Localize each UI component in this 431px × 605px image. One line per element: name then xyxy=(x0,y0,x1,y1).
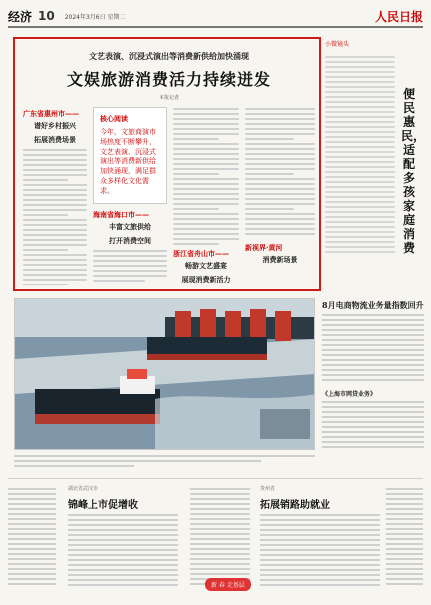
right-column-article xyxy=(325,37,426,291)
lower-left-title: 锦峰上市促增收 xyxy=(68,500,138,511)
col3-subtitle-2b: 展现消费新活力 xyxy=(181,275,231,284)
col1-text xyxy=(23,149,87,285)
lower-right-tag: 贵州省 xyxy=(260,486,276,492)
feature-col-1 xyxy=(23,105,87,285)
lower-right-article xyxy=(260,485,380,595)
lower-left-article xyxy=(68,485,178,595)
col4-note: 消费新场景 xyxy=(262,255,298,264)
col3-subtitle-2a: 畅游文艺盛宴 xyxy=(185,261,227,270)
new-year-grassroots-badge: 新 春 走基层 xyxy=(205,578,251,591)
lower-mid-text xyxy=(190,488,250,585)
col1-subtitle-1: 谱好乡村振兴 xyxy=(34,121,76,130)
col3-sub-2: 浙江省舟山市—— xyxy=(173,249,229,258)
right-side-title-1: 8月电商物流业务量指数回升 xyxy=(322,300,424,310)
col2-subtitle-1a: 丰富文旅供给 xyxy=(109,221,151,231)
col3-text xyxy=(173,108,239,245)
right-column-head: 小微镜头 xyxy=(325,41,350,48)
feature-col-4 xyxy=(245,105,315,285)
photo-caption xyxy=(14,452,315,466)
col1-sub: 广东省惠州市—— xyxy=(23,109,79,118)
col2-subtitle-1b: 打开消费空间 xyxy=(109,235,151,245)
right-side-text-2 xyxy=(322,401,424,448)
page-header xyxy=(8,6,423,28)
feature-article-box xyxy=(13,37,321,291)
lower-right-col xyxy=(386,485,423,595)
feature-title: 文娱旅游消费活力持续迸发 xyxy=(66,70,271,89)
col1-subtitle-2: 拓展消费场景 xyxy=(34,135,76,144)
harbor-photo xyxy=(14,298,315,450)
col2-text xyxy=(93,250,167,285)
right-column-text xyxy=(325,53,395,283)
core-reading-title: 核心阅读 xyxy=(100,114,128,123)
right-side-text-1 xyxy=(322,314,424,381)
feature-col-3 xyxy=(173,105,239,285)
lower-left-text xyxy=(68,514,178,586)
col2-sub-1: 海南省海口市—— xyxy=(93,209,149,219)
paper-logo: 人民日报 xyxy=(374,9,423,24)
core-reading-text: 今年，文旅商演市场热度不断攀升，文艺表演、沉浸式演出等消费新供给加快涌现，满足群众多样化文化需求。 xyxy=(100,128,156,195)
col4-text xyxy=(245,108,315,235)
feature-kicker: 文艺表演、沉浸式演出等消费新供给加快涌现 xyxy=(89,51,249,61)
col4-sub: 新视界·黄河 xyxy=(245,243,283,252)
lower-col-1 xyxy=(8,485,56,595)
right-column-title: 便民惠民，适配多孩家庭消费 xyxy=(401,87,426,255)
issue-date: 2024年3月6日 星期二 xyxy=(64,13,126,21)
lower-right-title: 拓展销路助就业 xyxy=(260,500,330,511)
lower-left-tag: 湖北省武汉市 xyxy=(68,486,99,492)
lower-col-1-text xyxy=(8,488,56,585)
feature-byline: 本报记者 xyxy=(158,95,179,101)
core-reading-box xyxy=(93,107,167,204)
lower-right-col-text xyxy=(386,488,423,585)
feature-col-2 xyxy=(93,105,167,285)
right-side-title-2: 《上海市网贷业务》 xyxy=(322,391,377,398)
section-title: 经济 xyxy=(8,9,33,24)
lower-right-text xyxy=(260,514,380,586)
right-side-articles xyxy=(322,298,424,472)
page-number: 10 xyxy=(38,9,55,23)
harbor-photo-svg xyxy=(15,299,315,450)
